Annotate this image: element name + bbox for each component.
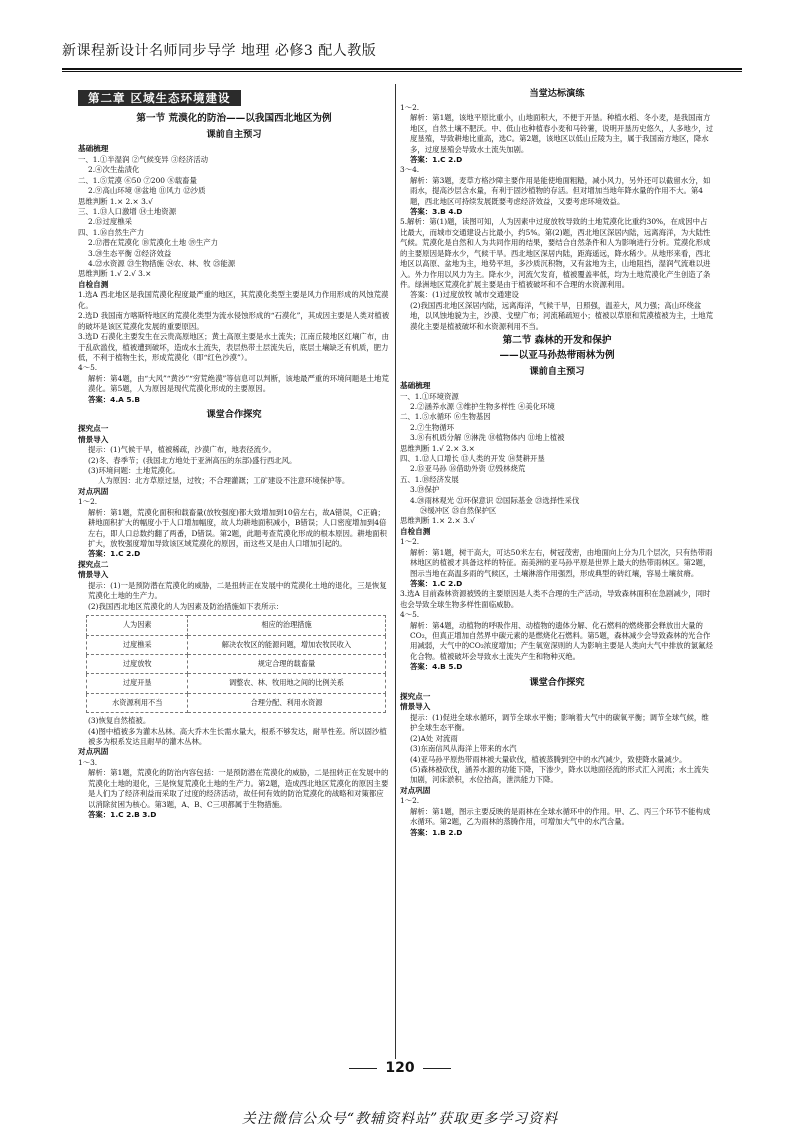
subheading: 当堂达标演练 — [529, 88, 585, 99]
answer-line: 答案：1.C 2.D — [410, 579, 463, 589]
paragraph: 提示：(1)促进全球水循环，调节全球水平衡；影响着大气中的碳氧平衡；调节全球气候，维护全球生态平衡。 — [410, 712, 709, 733]
text-line: 2.⑰潜在荒漠化 ⑱荒漠化土地 ⑲生产力 — [88, 238, 219, 248]
answer-line: 答案：1.C 2.B 3.D — [88, 810, 157, 820]
footer-note: 关注微信公众号“教辅资料站”获取更多学习资料 — [241, 1111, 559, 1127]
header-rule-thin — [62, 71, 742, 72]
text-line: 五、1.⑱经济发展 — [400, 474, 459, 484]
paragraph: (4)亚马孙平原热带雨林被大量砍伐，植被蒸腾到空中的水汽减少，致使降水量减少。 — [410, 754, 687, 764]
text-line: 3.⑳生态平衡 ㉑经济效益 — [88, 248, 172, 258]
table-row — [87, 655, 386, 674]
text-line: 2.⑮亚马孙 ⑯借助外资 ⑰毁林烧荒 — [410, 464, 526, 474]
chapter-title: 第二章 区域生态环境建设 — [78, 90, 241, 106]
page-number — [0, 1060, 800, 1076]
answer-line: 答案：1.C 2.D — [88, 549, 141, 559]
heading: 自检自测 — [400, 526, 431, 536]
text-line: 1～2. — [78, 497, 98, 507]
answer-line: 答案：3.B 4.D — [410, 207, 463, 217]
paragraph: 解析：第1题，荒漠化的防治内容包括：一是预防潜在荒漠化的威胁，二是扭转正在发展中的荒漠化土地的退化，三是恢复荒漠化土地的生产力。第2题，造成西北地区荒漠化的原因主要是人们为了经济利益而采取了过度的经济活动，故任何有效的防治荒漠化的战略和对策都应以消除贫困为核心。第3题，A、B、C三项都属于生物措施。 — [88, 768, 389, 809]
text-line: 4.㉒水资源 ㉓生物措施 ㉔农、林、牧 ㉕能源 — [88, 259, 236, 269]
paragraph: 解析：第1题，荒漠化面积和载畜量(放牧强度)都大致增加到10倍左右，故A错误，C正确；耕地面积扩大的幅度小于人口增加幅度，故人均耕地面积减小，B错误；人口密度增加到4倍左右，即人口总数约翻了两番，D错误。第2题，此题考查荒漠化形成的根本原因。耕地面积扩大，放牧强度增加导致该区域荒漠化的原因，而这些又是由人口增加引起的。 — [88, 507, 387, 548]
subheading: 课堂合作探究 — [206, 408, 262, 420]
heading: 对点巩固 — [78, 486, 109, 496]
text-line: 4～5. — [400, 610, 420, 620]
paragraph: 解析：第4题，由“大风”“黄沙”“穷荒绝漠”等信息可以判断，该地最严重的环境问题是土地荒漠化。第5题，人为原因是现代荒漠化形成的主要原因。 — [88, 373, 389, 394]
page-number-rule — [423, 1068, 451, 1069]
text-line: 思维判断 1.× 2.× 3.√ — [400, 516, 475, 526]
column-divider — [395, 84, 396, 1059]
paragraph: 2.选D 我国南方喀斯特地区的荒漠化类型为流水侵蚀形成的“石漠化”，其成因主要是人类对植被的破坏是该区荒漠化发展的重要原因。 — [78, 311, 390, 331]
paragraph: 提示：(1)气候干旱，植被稀疏，沙漠广布，地表径流少。 — [88, 445, 276, 455]
paragraph: 人为原因：北方草原过垦，过牧；不合理灌溉；工矿建设不注意环境保护等。 — [98, 476, 350, 486]
table-cell: 相应的治理措施 — [188, 616, 385, 635]
text-line: 2.⑨高山环境 ⑩盆地 ⑪风力 ⑫沙质 — [88, 186, 206, 196]
paragraph: 解析：第4题，动植物的呼吸作用、动植物的遗体分解、化石燃料的燃烧都会释放出大量的CO₂，但真正增加自然界中碳元素的是燃烧化石燃料。第5题，森林减少会导致森林的光合作用减弱，大气中的CO₂浓度增加；产生氧宽深则的人为影响主要是人类向大气中排放的氯氟烃化合物。植被破坏会导致水土流失产生和物种灭绝。 — [410, 620, 713, 661]
answer-line: 答案：4.B 5.D — [410, 662, 463, 672]
heading: 情景导入 — [78, 434, 109, 444]
paragraph: (2)我国西北地区深居内陆，远离海洋，气候干旱，日照强，温差大，风力强；高山环绕盆地，以风蚀地貌为主，沙漠、戈壁广布；河流稀疏短小；植被以草原和荒漠植被为主，土地荒漠化主要是植被破坏和水资源利用不当。 — [410, 300, 714, 331]
subheading: 课堂合作探究 — [529, 676, 585, 688]
heading: 基础梳理 — [78, 144, 109, 154]
paragraph: (3)环境问题：土地荒漠化。 — [88, 465, 180, 475]
paragraph: 解析：第3题，麦草方格沙障主要作用是能使地面粗糙，减小风力，另外还可以截留水分，如雨水，提高沙层含水量，有利于固沙植物的存活。但对增加当地年降水量的作用不大。第4题，西北地区可持续发展既要考虑经济效益，又要考虑环境效益。 — [410, 175, 711, 206]
heading: 情景导入 — [400, 702, 431, 712]
subheading: 课前自主预习 — [529, 365, 585, 377]
heading: 情景导入 — [78, 570, 109, 580]
paragraph: (2)冬、春季节；(我国北方地处于亚洲高压的东部)盛行西北风。 — [88, 455, 297, 465]
text-line: 2.②涵养水源 ③维护生物多样性 ④美化环境 — [410, 401, 555, 411]
table-cell: 解决农牧区的能源问题，增加农牧民收入 — [188, 635, 385, 654]
text-line: 二、1.⑤荒漠 ⑥50 ⑦200 ⑧载畜量 — [78, 175, 197, 185]
heading: 自检自测 — [78, 279, 109, 289]
text-line: 4.⑳雨林观光 ㉑环保意识 ㉒国际基金 ㉓选择性采伐 — [410, 495, 580, 505]
heading: 基础梳理 — [400, 380, 431, 390]
paragraph: 5.解析：第(1)题，读图可知，人为因素中过度放牧导致的土地荒漠化比重约30%，在成因中占比最大，而城市交通建设占比最小，约5%。第(2)题，西北地区深居内陆，远离海洋，为大陆性气候。荒漠化是自然和人为共同作用的结果，要结合自然条件和人为影响进行分析。荒漠化形成的主要原因是降水少，气候干旱。西北地区深居内陆，距海遥远，降水稀少。从地形来看，西北地区以高原、盆地为主，地势平坦，多沙质沉积物，又有盆地为主，山地阻挡，湿润气流难以进入。外力作用以风力为主。降水少，河流欠发育，植被覆盖率低，均为土地荒漠化产生创造了条件。绿洲地区荒漠化扩展主要是由于植被破坏和不合理的水资源利用。 — [400, 217, 711, 289]
text-line: 1～2. — [400, 103, 420, 112]
page-number-rule — [349, 1068, 377, 1069]
section-title: 第二节 森林的开发和保护 — [502, 334, 612, 346]
paragraph: (5)森林被砍伐，涵养水源的功能下降，下渗少，降水以地面径流的形式汇入河流；水土流失加剧，河床淤积，水位抬高，泄洪能力下降。 — [410, 764, 709, 785]
paragraph: 解析：第1题，该地平原比重小，山地面积大，不便于开垦。种植水稻、冬小麦，是我国南方地区，自然土壤不肥沃。中、低山也种植春小麦和马铃薯，说明开垦历史悠久，人多地少，过度垦殖，导致耕地比重高，选C。第2题，该地区以低山丘陵为主，属于我国南方地区，降水多，过度垦殖会导致水土流失加剧。 — [410, 113, 714, 154]
header-rule — [62, 68, 742, 70]
text-line: 二、1.⑤水循环 ⑥生物基因 — [400, 412, 491, 422]
table-row — [87, 674, 386, 693]
paragraph: 解析：第1题，图示主要反映的是雨林在全球水循环中的作用。甲、乙、丙三个环节不能构成水循环。第2题，乙为雨林的蒸腾作用，可增加大气中的水汽含量。 — [410, 806, 711, 827]
text-line: 一、1.①环境资源 — [400, 391, 459, 401]
text-line: 2.④次生盐渍化 — [88, 165, 140, 175]
text-line: 1～3. — [78, 758, 98, 768]
paragraph: (3)恢复自然植被。 — [88, 716, 151, 726]
answer-line: 答案：1.B 2.D — [410, 827, 463, 837]
table-cell: 合理分配、利用水资源 — [188, 693, 385, 712]
paragraph: 提示：(1)一是预防潜在荒漠化的威胁，二是扭转正在发展中的荒漠化土地的退化，三是恢复荒漠化土地的生产力。 — [88, 580, 387, 601]
table-cell: 人为因素 — [87, 616, 188, 635]
paragraph: 3.选A 目前森林资源被毁的主要原因是人类不合理的生产活动，导致森林面积在急剧减少，同时也会导致全球生物多样性面临威胁。 — [400, 589, 711, 609]
heading: 探究点二 — [78, 559, 109, 569]
table-cell: 规定合理的载畜量 — [188, 655, 385, 674]
text-line: ㉔缓冲区 ㉕自然保护区 — [420, 506, 497, 515]
text-line: 4～5. — [78, 363, 98, 373]
right-column — [400, 84, 714, 1074]
text-line: 四、1.⑫人口增长 ⑬人类的开发 ⑭焚耕开垦 — [400, 453, 545, 463]
measures-table — [86, 615, 386, 713]
table-cell: 过度放牧 — [87, 655, 188, 674]
paragraph: 解析：第1题，树干高大，可达50米左右，树冠茂密，由地面向上分为几个层次，只有热带雨林地区的植被才具备这样的特征。南美洲的亚马孙平原是世界上最大的热带雨林区。第2题，图示当地在高温多雨的气候区，土壤淋溶作用强烈，形成典型的砖红壤，容易土壤贫瘠。 — [410, 547, 713, 578]
paragraph: (2)A处 对流雨 — [410, 733, 458, 743]
heading: 探究点一 — [78, 423, 109, 433]
paragraph: 3.选D 石漠化主要发生在云贵高原地区；黄土高原主要是水土流失；江南丘陵地区红壤广布，由于乱砍滥伐，植被遭到破坏，造成水土流失，表层热带土层流失后，底层土壤缺乏有机质，肥力低，不利于植物生长，形成荒漠化（即“红色沙漠”）。 — [78, 332, 389, 362]
paragraph: (2)我国西北地区荒漠化的人为因素及防治措施如下表所示： — [88, 601, 284, 611]
text-line: 3.⑲保护 — [410, 485, 440, 495]
section-subtitle: ——以亚马孙热带雨林为例 — [499, 349, 615, 361]
answer-line: 答案：4.A 5.B — [88, 394, 140, 404]
page-number-text: 120 — [385, 1060, 415, 1076]
paragraph: 1.选A 西北地区是我国荒漠化程度最严重的地区，其荒漠化类型主要是风力作用形成的风蚀荒漠化。 — [78, 290, 389, 310]
text-line: 三、1.⑬人口激增 ⑭土地资源 — [78, 207, 177, 217]
text-line: 思维判断 1.√ 2.√ 3.× — [78, 269, 152, 279]
table-cell: 过度樵采 — [87, 635, 188, 654]
section-title: 第一节 荒漠化的防治——以我国西北地区为例 — [136, 113, 332, 125]
text-line: 3～4. — [400, 165, 420, 175]
table-cell: 调整农、林、牧用地之间的比例关系 — [188, 674, 385, 693]
text-line: 四、1.⑯自然生产力 — [78, 227, 145, 237]
table-row — [87, 616, 386, 635]
text-line: 3.⑧有机质分解 ⑨淋洗 ⑩植物体内 ⑪地上植被 — [410, 433, 565, 443]
paragraph: (3)东南信风从海洋上带来的水汽 — [410, 744, 517, 754]
left-column — [78, 84, 390, 1074]
subheading: 课前自主预习 — [206, 129, 262, 141]
text-line: 1～2. — [400, 796, 420, 806]
text-line: 思维判断 1.√ 2.× 3.× — [400, 443, 475, 453]
table-row — [87, 693, 386, 712]
text-line: 1～2. — [400, 537, 420, 547]
table-cell: 水资源利用不当 — [87, 693, 188, 712]
table-row — [87, 635, 386, 654]
paragraph: (4)图中植被多为灌木丛林。高大乔木生长需水量大，根系不够发达，耐旱性差。所以固沙植被多为根系发达且耐旱的灌木丛林。 — [88, 726, 387, 747]
text-line: 思维判断 1.× 2.× 3.√ — [78, 196, 153, 206]
text-line: 2.⑮过度樵采 — [88, 217, 133, 227]
table-cell: 过度开垦 — [87, 674, 188, 693]
running-header: 新课程新设计名师同步导学 地理 必修3 配人教版 — [62, 43, 377, 59]
heading: 对点巩固 — [400, 785, 431, 795]
answer-line: 答案：(1)过度放牧 城市交通建设 — [410, 290, 519, 300]
heading: 探究点一 — [400, 691, 431, 701]
answer-line: 答案：1.C 2.D — [410, 155, 463, 165]
heading: 对点巩固 — [78, 747, 109, 757]
text-line: 2.⑦生物循环 — [410, 422, 455, 432]
text-line: 一、1.①半湿润 ②气候变异 ③经济活动 — [78, 155, 209, 164]
